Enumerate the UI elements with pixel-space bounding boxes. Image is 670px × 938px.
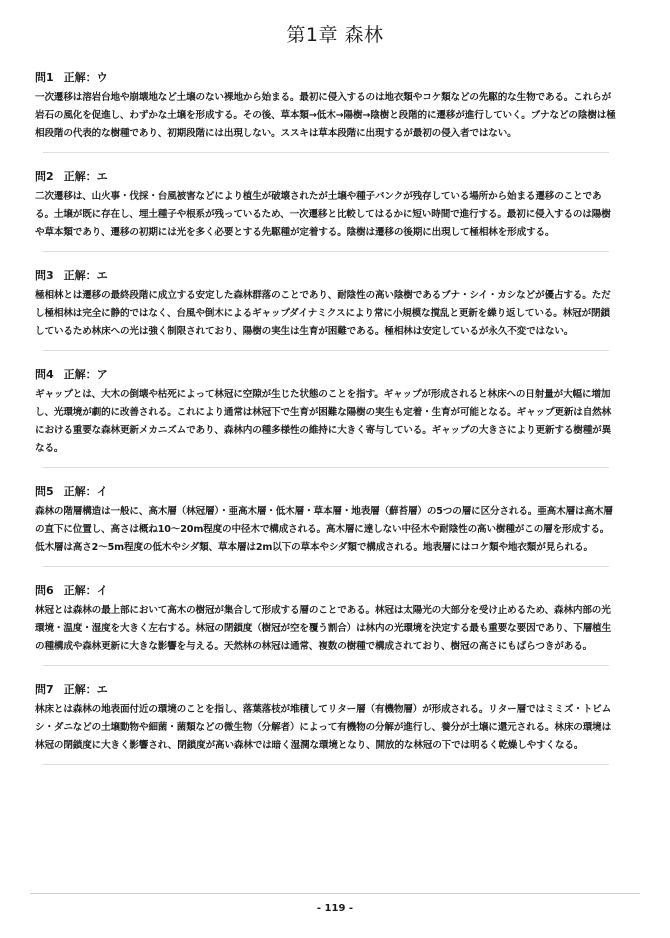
explanation-text: 一次遷移は溶岩台地や崩壊地など土壌のない裸地から始まる。最初に侵入するのは地衣類やコケ類などの先駆的な生物である。これらが岩石の風化を促進し、わずかな土壌を形成する。その後、草本類→低木→陽樹→陰樹と段階的に遷移が進行していく。ブナなどの陰樹は極相段階の代表的な樹種であり、初期段階には出現しない。ススキは草本段階に出現するが最初の侵入者ではない。 — [35, 92, 616, 139]
correct-answer: 正解：エ — [63, 269, 108, 282]
correct-answer: 正解：エ — [63, 683, 108, 696]
question-3 — [35, 268, 617, 351]
question-header — [35, 70, 617, 85]
explanation-text: ギャップとは、大木の倒壊や枯死によって林冠に空隙が生じた状態のことを指す。ギャップが形成されると林床への日射量が大幅に増加し、光環境が劇的に改善される。これにより通常は林冠下で生育が困難な陽樹の実生も定着・生育が可能となる。ギャップ更新は自然林における重要な森林更新メカニズムであり、森林内の種多様性の維持に大きく寄与している。ギャップの大きさにより更新する樹種が異なる。 — [35, 389, 612, 454]
question-number: 問3 — [35, 269, 54, 282]
question-number: 問1 — [35, 71, 54, 84]
answer-sections — [35, 70, 617, 781]
question-4 — [35, 367, 617, 468]
question-header — [35, 484, 617, 499]
explanation-text: 二次遷移は、山火事・伐採・台風被害などにより植生が破壊されたが土壌や種子バンクが残存している場所から始まる遷移のことである。土壌が既に存在し、埋土種子や根系が残っているため、一次遷移と比較してはるかに短い時間で進行する。最初に侵入するのは陽樹や草本類であり、遷移の初期には光を多く必要とする先駆種が定着する。陰樹は遷移の後期に出現して極相林を形成する。 — [35, 191, 611, 238]
question-number: 問4 — [35, 368, 54, 381]
question-header — [35, 268, 617, 283]
section-divider — [43, 152, 609, 153]
question-header — [35, 367, 617, 382]
page-number: - 119 - — [316, 903, 354, 914]
correct-answer: 正解：イ — [63, 485, 108, 498]
explanation-text: 林冠とは森林の最上部において高木の樹冠が集合して形成する層のことである。林冠は太陽光の大部分を受け止めるため、森林内部の光環境・温度・湿度を大きく左右する。林冠の閉鎖度（樹冠が空を覆う割合）は林内の光環境を決定する最も重要な要因であり、下層植生の種構成や森林更新に大きな影響を与える。天然林の林冠は通常、複数の樹種で構成されており、樹冠の高さにもばらつきがある。 — [35, 605, 612, 652]
explanation-text: 森林の階層構造は一般に、高木層（林冠層）・亜高木層・低木層・草本層・地表層（蘚苔層）の5つの層に区分される。亜高木層は高木層の直下に位置し、高さは概ね10～20m程度の中径木で構成される。高木層に達しない中径木や耐陰性の高い樹種がこの層を形成する。低木層は高さ2～5m程度の低木やシダ類、草本層は2m以下の草本やシダ類で構成される。地表層にはコケ類や地衣類が見られる。 — [35, 506, 613, 553]
section-divider — [43, 665, 609, 666]
section-divider — [43, 251, 609, 252]
question-number: 問7 — [35, 683, 54, 696]
correct-answer: 正解：ウ — [63, 71, 108, 84]
question-header — [35, 169, 617, 184]
correct-answer: 正解：エ — [63, 170, 108, 183]
section-divider — [43, 350, 609, 351]
question-7 — [35, 682, 617, 765]
question-6 — [35, 583, 617, 666]
question-5 — [35, 484, 617, 567]
question-number: 問6 — [35, 584, 54, 597]
question-header — [35, 583, 617, 598]
explanation-text: 極相林とは遷移の最終段階に成立する安定した森林群落のことであり、耐陰性の高い陰樹であるブナ・シイ・カシなどが優占する。ただし極相林は完全に静的ではなく、台風や倒木によるギャップダイナミクスにより常に小規模な撹乱と更新を繰り返している。林冠が閉鎖しているため林床への光は強く制限されており、陽樹の実生は生育が困難である。極相林は安定しているが永久不変ではない。 — [35, 290, 611, 337]
question-1 — [35, 70, 617, 153]
question-header — [35, 682, 617, 697]
question-2 — [35, 169, 617, 252]
correct-answer: 正解：イ — [63, 584, 108, 597]
question-number: 問2 — [35, 170, 54, 183]
explanation-text: 林床とは森林の地表面付近の環境のことを指し、落葉落枝が堆積してリター層（有機物層）が形成される。リター層ではミミズ・トビムシ・ダニなどの土壌動物や細菌・菌類などの微生物（分解者）によって有機物の分解が進行し、養分が土壌に還元される。林床の環境は林冠の閉鎖度に大きく影響され、閉鎖度が高い森林では暗く湿潤な環境となり、開放的な林冠の下では明るく乾燥しやすくなる。 — [35, 704, 612, 751]
correct-answer: 正解：ア — [63, 368, 108, 381]
section-divider — [43, 566, 609, 567]
section-divider — [43, 467, 609, 468]
section-divider — [43, 764, 609, 765]
question-number: 問5 — [35, 485, 54, 498]
page-title: 第1章 森林 — [286, 24, 384, 46]
footer-divider — [30, 893, 640, 894]
